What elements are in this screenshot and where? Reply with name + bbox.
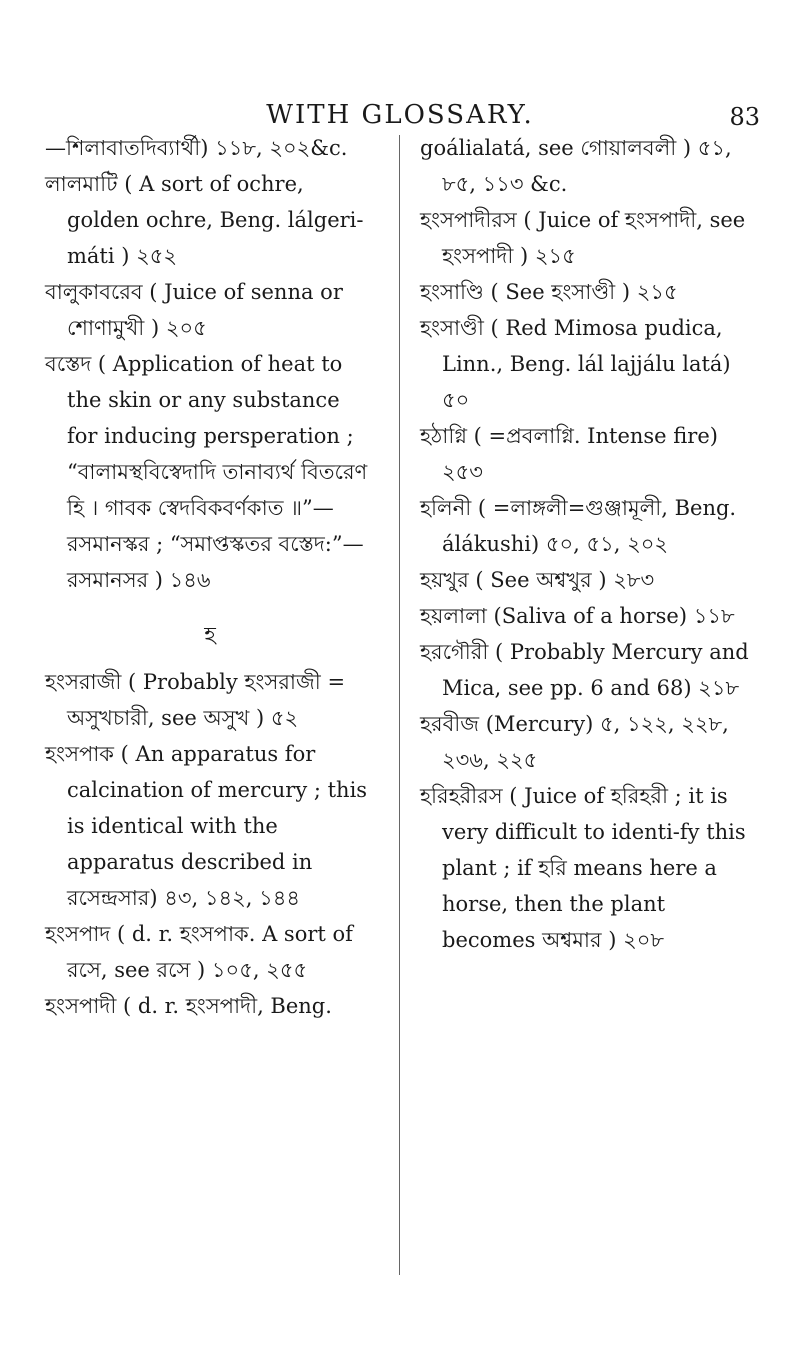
section-letter: হ [204,623,216,648]
glossary-entry: হয়খুর ( See অশ্বখুর ) ২৮৩ [420,568,655,592]
glossary-entry: হংসাণ্ডী ( Red Mimosa pudica, Linn., Beng. lál lajjálu latá) ৫০ [420,316,731,412]
glossary-entry: হংসপাদীরস ( Juice of হংসপাদী, see হংসপাদী ) ২১৫ [420,208,746,268]
glossary-entry: হলিনী ( =লাঙ্গলী=গুঞ্জামূলী, Beng. álákushi) ৫০, ৫১, ২০২ [420,496,737,556]
glossary-entry: বালুকাবরেব ( Juice of senna or শোণামুখী ) ২০৫ [45,280,343,340]
glossary-entry: হংসরাজী ( Probably হংসরাজী = অসুখচারী, see অসুখ ) ৫২ [45,670,346,730]
glossary-entry: —শিলাবাতদিব্যার্থী) ১১৮, ২০২&c. [45,136,348,160]
running-title: WITH GLOSSARY. [266,100,534,130]
right-column [420,130,750,958]
glossary-entry: হঠাগ্নি ( =প্রবলাগ্নি. Intense fire) ২৫৩ [420,424,718,484]
glossary-entry: হংসপাক ( An apparatus for calcination of mercury ; this is identical with the apparatus described in রসেন্দ্রসার) ৪৩, ১৪২, ১৪৪ [45,742,368,910]
left-column [45,130,375,1024]
glossary-entry: হরিহরীরস ( Juice of হরিহরী ; it is very difficult to identi-fy this plant ; if হরি means here a horse, then the plant becomes অশ্বমার ) ২০৮ [420,784,746,952]
glossary-entry: হয়লালা (Saliva of a horse) ১১৮ [420,604,735,628]
page-number: 83 [729,103,760,131]
column-divider [399,135,400,1275]
glossary-entry: হরবীজ (Mercury) ৫, ১২২, ২২৮, ২৩৬, ২২৫ [420,712,729,772]
glossary-entry: হরগৌরী ( Probably Mercury and Mica, see pp. 6 and 68) ২১৮ [420,640,749,700]
glossary-entry: goálialatá, see গোয়ালবলী ) ৫১, ৮৫, ১১৩ &c. [420,136,732,196]
glossary-entry: লালমাটি ( A sort of ochre, golden ochre, Beng. lálgeri-máti ) ২৫২ [45,172,364,268]
glossary-entry: হংসপাদ ( d. r. হংসপাক. A sort of রসে, see রসে ) ১০৫, ২৫৫ [45,922,353,982]
glossary-entry: হংসপাদী ( d. r. হংসপাদী, Beng. [45,994,332,1018]
glossary-entry: হংসাণ্ডি ( See হংসাণ্ডী ) ২১৫ [420,280,678,304]
glossary-entry: বস্তেদ ( Application of heat to the skin or any substance for inducing persperation ; “বালামস্থবিস্বেদাদি তানাব্যর্থ বিতরেণ হি । গাবক স্বেদবিকবর্ণকাত ॥”— রসমানস্কর ; “সমাপ্তস্কতর বস্তেদ:”—রসমানসর ) ১৪৬ [45,352,368,592]
